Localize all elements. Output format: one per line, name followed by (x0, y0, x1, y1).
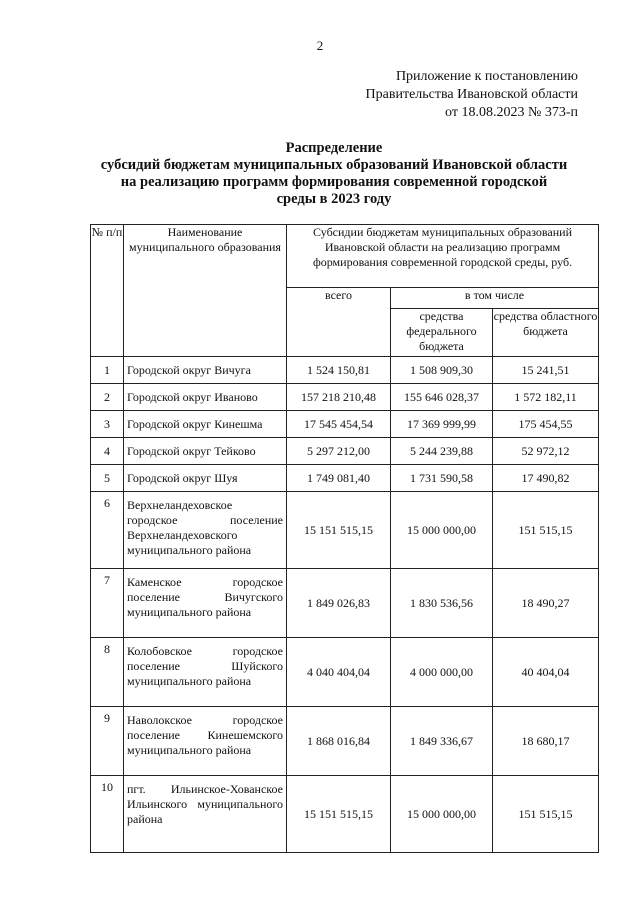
row-total: 1 524 150,81 (287, 357, 391, 384)
row-num: 7 (91, 569, 124, 638)
appendix-line: Приложение к постановлению (395, 69, 578, 84)
title-line: Распределение (285, 140, 383, 156)
page-number: 2 (316, 38, 324, 53)
header-subsidies: Субсидии бюджетам муниципальных образований Ивановской области на реализацию программ формирования современной городской среды, руб. (287, 225, 599, 288)
row-total: 157 218 210,48 (287, 384, 391, 411)
row-regional: 18 490,27 (493, 569, 599, 638)
row-num: 4 (91, 438, 124, 465)
title-line: на реализацию программ формирования современной городской (120, 174, 548, 190)
table-row (91, 569, 599, 638)
row-num: 8 (91, 638, 124, 707)
row-federal: 1 830 536,56 (391, 569, 493, 638)
row-federal: 1 508 909,30 (391, 357, 493, 384)
row-total: 17 545 454,54 (287, 411, 391, 438)
row-regional: 15 241,51 (493, 357, 599, 384)
row-total: 1 849 026,83 (287, 569, 391, 638)
table-row (91, 492, 599, 569)
row-federal: 155 646 028,37 (391, 384, 493, 411)
row-federal: 1 849 336,67 (391, 707, 493, 776)
table-row (91, 776, 599, 853)
row-federal: 1 731 590,58 (391, 465, 493, 492)
title-line: субсидий бюджетам муниципальных образований Ивановской области (100, 157, 568, 173)
row-total: 1 749 081,40 (287, 465, 391, 492)
row-num: 10 (91, 776, 124, 853)
row-num: 1 (91, 357, 124, 384)
title-line: среды в 2023 году (276, 191, 392, 207)
row-federal: 15 000 000,00 (391, 776, 493, 853)
table-row (91, 411, 599, 438)
row-regional: 40 404,04 (493, 638, 599, 707)
row-regional: 1 572 182,11 (493, 384, 599, 411)
header-including: в том числе (391, 288, 599, 309)
header-total: всего (287, 288, 391, 357)
row-num: 6 (91, 492, 124, 569)
row-federal: 15 000 000,00 (391, 492, 493, 569)
row-name: Городской округ Вичуга (124, 357, 287, 384)
table-row (91, 707, 599, 776)
row-name: Наволокское городское поселение Кинешемского муниципального района (124, 707, 287, 776)
header-name: Наименование муниципального образования (124, 225, 287, 357)
row-total: 5 297 212,00 (287, 438, 391, 465)
row-regional: 151 515,15 (493, 776, 599, 853)
subsidy-table (90, 224, 599, 853)
row-total: 15 151 515,15 (287, 776, 391, 853)
row-regional: 18 680,17 (493, 707, 599, 776)
row-federal: 17 369 999,99 (391, 411, 493, 438)
table-row (91, 357, 599, 384)
header-num: № п/п (91, 225, 124, 357)
row-regional: 175 454,55 (493, 411, 599, 438)
table-row (91, 384, 599, 411)
row-num: 3 (91, 411, 124, 438)
row-name: Колобовское городское поселение Шуйского муниципального района (124, 638, 287, 707)
appendix-line: от 18.08.2023 № 373-п (445, 105, 578, 120)
appendix-note (366, 68, 578, 122)
row-name: Верхнеландеховское городское поселение Верхнеландеховского муниципального района (124, 492, 287, 569)
row-name: Городской округ Шуя (124, 465, 287, 492)
row-regional: 52 972,12 (493, 438, 599, 465)
table-row (91, 638, 599, 707)
row-total: 1 868 016,84 (287, 707, 391, 776)
row-regional: 151 515,15 (493, 492, 599, 569)
header-regional: средства областного бюджета (493, 309, 599, 357)
table-row (91, 465, 599, 492)
row-num: 2 (91, 384, 124, 411)
row-name: Городской округ Иваново (124, 384, 287, 411)
row-num: 5 (91, 465, 124, 492)
row-name: пгт. Ильинское-Хованское Ильинского муниципального района (124, 776, 287, 853)
header-federal: средства федерального бюджета (391, 309, 493, 357)
row-name: Городской округ Кинешма (124, 411, 287, 438)
row-name: Городской округ Тейково (124, 438, 287, 465)
row-name: Каменское городское поселение Вичугского муниципального района (124, 569, 287, 638)
appendix-line: Правительства Ивановской области (365, 87, 578, 102)
document-title (60, 140, 608, 208)
row-total: 4 040 404,04 (287, 638, 391, 707)
row-federal: 5 244 239,88 (391, 438, 493, 465)
row-num: 9 (91, 707, 124, 776)
row-regional: 17 490,82 (493, 465, 599, 492)
row-total: 15 151 515,15 (287, 492, 391, 569)
row-federal: 4 000 000,00 (391, 638, 493, 707)
table-row (91, 438, 599, 465)
